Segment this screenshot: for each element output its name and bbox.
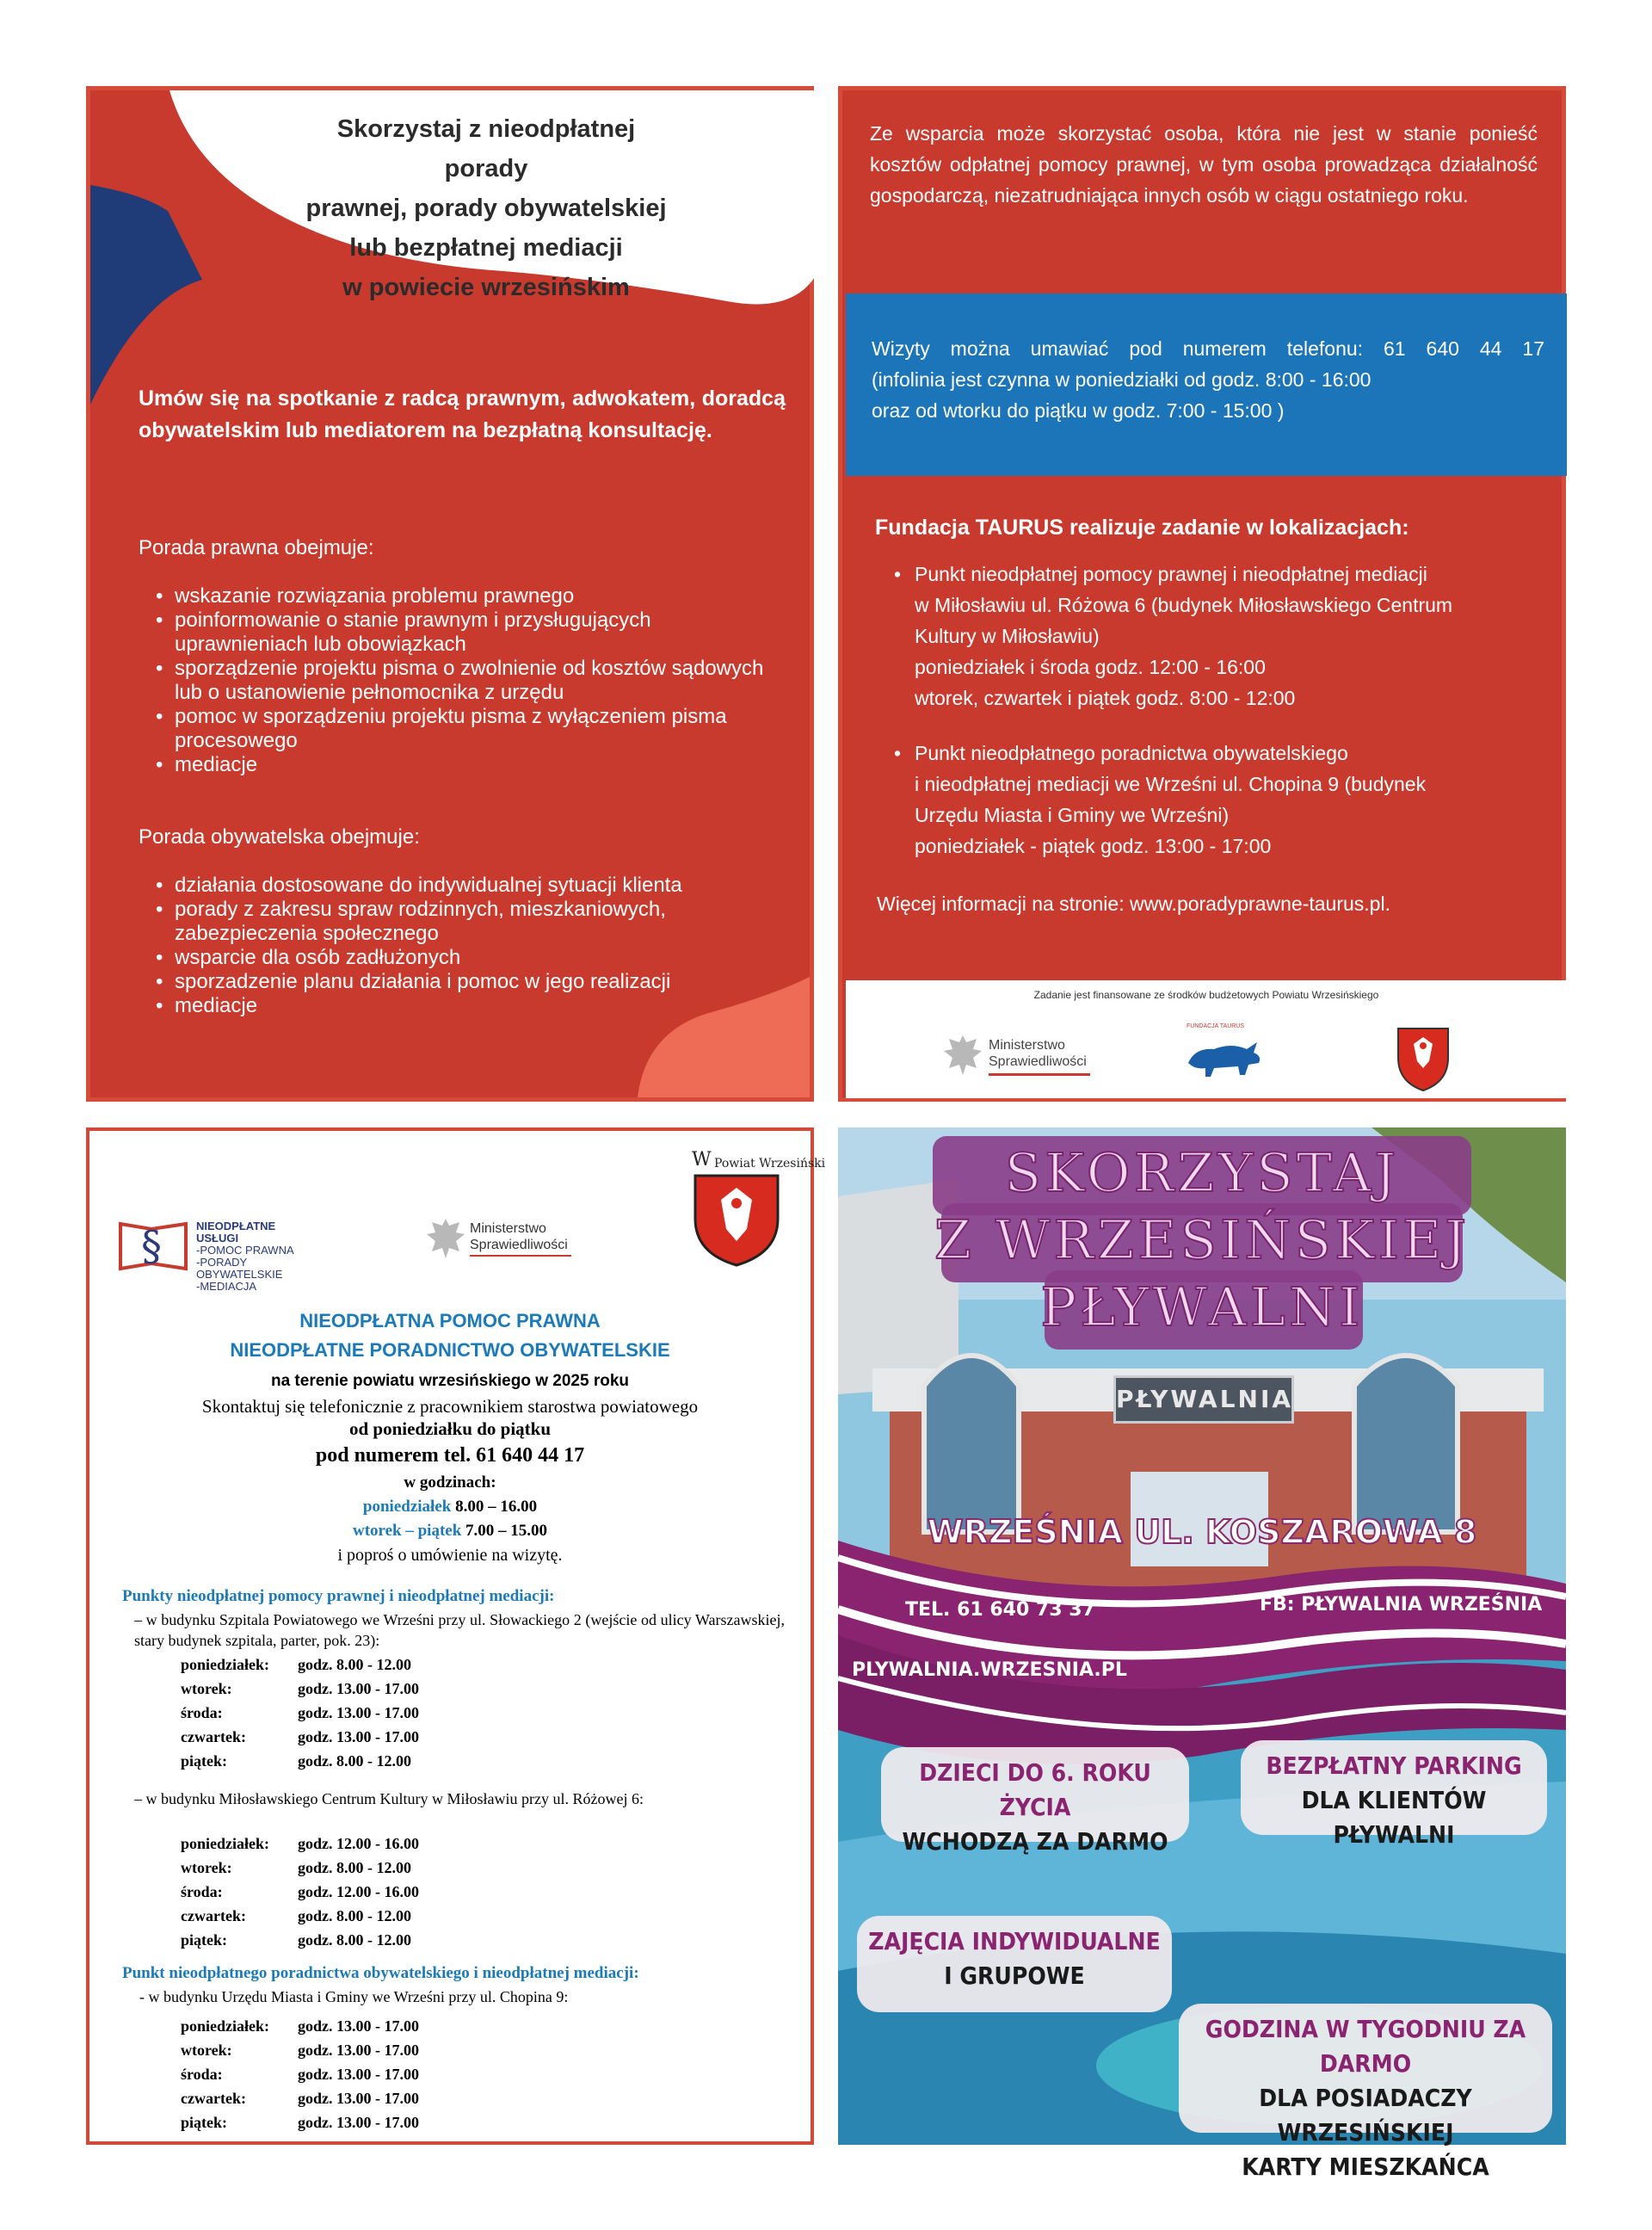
ministry-line: Sprawiedliwości (470, 1238, 568, 1252)
list-item: • porady z zakresu spraw rodzinnych, mieszkaniowych, zabezpieczenia społecznego (139, 898, 775, 946)
list-item: • mediacje (139, 994, 775, 1018)
civic-list (139, 874, 775, 1018)
hours-day: wtorek – piątek (352, 1522, 462, 1540)
schedule-hours: godz. 8.00 - 12.00 (298, 1656, 411, 1673)
eagle-icon (425, 1215, 466, 1262)
ministry-underline (470, 1255, 571, 1257)
title-line: w powiecie wrzesińskim (342, 274, 630, 301)
ministry-name (989, 1037, 1087, 1070)
civic-heading: Porada obywatelska obejmuje: (139, 825, 420, 849)
ministry-underline (989, 1073, 1090, 1076)
hours-day: poniedziałek (362, 1498, 452, 1516)
list-item: • wskazanie rozwiązania problemu prawnego (139, 584, 775, 608)
schedule-day: środa: (181, 1883, 223, 1900)
free-services-text (196, 1220, 315, 1293)
pool-phone: TEL. 61 640 73 37 (905, 1599, 1095, 1621)
location-line: • Punkt nieodpłatnej pomocy prawnej i nieodpłatnej mediacji (877, 559, 1548, 590)
schedule-day: czwartek: (181, 2090, 246, 2107)
schedule-hours: godz. 13.00 - 17.00 (298, 2017, 419, 2035)
panel-title (297, 109, 675, 307)
schedule-row (181, 1904, 419, 1928)
eligibility-text: Ze wsparcia może skorzystać osoba, która nie jest w stanie ponieść kosztów odpłatnej pomocy prawnej, w tym osoba prowadząca działalność gospodarczą, niezatrudniająca innych osób w ciągu ostatniego roku. (870, 122, 1538, 207)
schedule-row (181, 1832, 419, 1856)
subheading-year: na terenie powiatu wrzesińskiego w 2025 roku (270, 1372, 630, 1390)
intro-text: Umów się na spotkanie z radcą prawnym, adwokatem, doradcą obywatelskim lub mediatorem na bezpłatną konsultację. (139, 386, 786, 442)
bubble-line: I GRUPOWE (944, 1961, 1085, 1990)
legal-heading: Porada prawna obejmuje: (139, 536, 374, 559)
bubble-line: WCHODZĄ ZA DARMO (902, 1827, 1168, 1856)
hours-label: w godzinach: (404, 1473, 496, 1492)
location-line: Urzędu Miasta i Gminy we Wrześni) (915, 804, 1230, 826)
schedule-row (181, 1749, 419, 1773)
schedule-city-hall (181, 2014, 419, 2134)
foundation-logo-text: FUNDACJA TAURUS (1187, 1023, 1245, 1029)
schedule-row (181, 1856, 419, 1880)
phone-line: Wizyty można umawiać pod numerem telefonu: 61 640 44 17 (872, 337, 1544, 360)
heading-civic-counseling: NIEODPŁATNE PORADNICTWO OBYWATELSKIE (230, 1339, 670, 1361)
points-legal-heading: Punkty nieodpłatnej pomocy prawnej i nieodpłatnej mediacji: (122, 1587, 555, 1605)
ministry-name (470, 1220, 568, 1253)
schedule-hours: godz. 13.00 - 17.00 (298, 2090, 419, 2107)
pool-facebook: FB: PŁYWALNIA WRZEŚNIA (1260, 1594, 1543, 1615)
svg-text:§: § (141, 1222, 162, 1270)
point-culture-center: – w budynku Miłosławskiego Centrum Kultury w Miłosławiu przy ul. Różowej 6: (134, 1790, 644, 1807)
schedule-row (181, 1701, 419, 1725)
location-wrzesnia (877, 738, 1548, 862)
schedule-row (181, 2014, 419, 2038)
bull-logo-icon (1180, 1030, 1266, 1082)
pool-address: WRZEŚNIA UL. KOSZAROWA 8 (927, 1513, 1477, 1551)
schedule-hours: godz. 8.00 - 12.00 (298, 1859, 411, 1876)
logo-line: NIEODPŁATNE USŁUGI (196, 1220, 276, 1245)
bubble-line: KARTY MIESZKAŃCA (1242, 2153, 1489, 2181)
location-line: wtorek, czwartek i piątek godz. 8:00 - 12:00 (915, 687, 1296, 709)
schedule-hours: godz. 13.00 - 17.00 (298, 2114, 419, 2131)
schedule-hours: godz. 13.00 - 17.00 (298, 2066, 419, 2083)
point-city-hall: - w budynku Urzędu Miasta i Gminy we Wrześni przy ul. Chopina 9: (139, 1988, 569, 2005)
info-bubble-resident-card (1179, 2004, 1552, 2181)
schedule-hours: godz. 8.00 - 12.00 (298, 1907, 411, 1924)
location-line: Kultury w Miłosławiu) (915, 625, 1100, 647)
schedule-day: piątek: (181, 1752, 227, 1770)
phone-line: (infolinia jest czynna w poniedziałki od godz. 8:00 - 16:00 (872, 368, 1372, 391)
hours-monday (89, 1498, 811, 1517)
schedule-row (181, 2038, 419, 2062)
schedule-day: wtorek: (181, 1859, 232, 1876)
county-crest-icon (1393, 1013, 1453, 1092)
list-item: • sporządzenie projektu pisma o zwolnienie od kosztów sądowych lub o ustanowienie pełnomocnika z urzędu (139, 657, 775, 705)
ministry-line: Ministerstwo (470, 1221, 546, 1236)
points-civic-heading: Punkt nieodpłatnego poradnictwa obywatelskiego i nieodpłatnej mediacji: (122, 1964, 639, 1982)
ministry-line: Sprawiedliwości (989, 1054, 1087, 1069)
schedule-row (181, 1725, 419, 1749)
list-item: • mediacje (139, 753, 775, 777)
free-services-logo (117, 1215, 315, 1293)
schedule-hours: godz. 12.00 - 16.00 (298, 1835, 419, 1852)
location-line: • Punkt nieodpłatnego poradnictwa obywatelskiego (877, 738, 1548, 769)
phone-number: pod numerem tel. 61 640 44 17 (315, 1444, 585, 1467)
title-line: prawnej, porady obywatelskiej (305, 195, 667, 222)
title-line: lub bezpłatnej mediacji (349, 234, 623, 262)
schedule-day: czwartek: (181, 1728, 246, 1745)
legal-aid-info-panel (86, 86, 814, 1102)
logo-line: -POMOC PRAWNA (196, 1244, 294, 1257)
weekdays-text: od poniedziałku do piątku (348, 1418, 551, 1439)
schedule-day: środa: (181, 1704, 223, 1721)
heading-legal-aid: NIEODPŁATNA POMOC PRAWNA (299, 1310, 601, 1331)
schedule-hospital (181, 1652, 419, 1773)
schedule-row (181, 2086, 419, 2110)
schedule-hours: godz. 13.00 - 17.00 (298, 1680, 419, 1697)
ad-title-line: PŁYWALNI (1040, 1276, 1364, 1338)
bubble-line: BEZPŁATNY PARKING (1266, 1751, 1522, 1780)
hours-time: 7.00 – 15.00 (465, 1522, 548, 1540)
phone-line: oraz od wtorku do piątku w godz. 7:00 - 15:00 ) (872, 399, 1285, 422)
info-bubble-children (881, 1747, 1189, 1856)
location-line: poniedziałek - piątek godz. 13:00 - 17:00 (915, 835, 1272, 857)
eligibility-panel (838, 86, 1566, 1102)
sponsor-strip (846, 980, 1567, 1098)
blue-wave-shape (90, 185, 228, 409)
hours-tue-fri (89, 1522, 811, 1541)
ad-title-line: Z WRZESIŃSKIEJ (934, 1208, 1470, 1271)
list-item: • poinformowanie o stanie prawnym i przysługujących uprawnieniach lub obowiązkach (139, 608, 775, 657)
ministry-line: Ministerstwo (989, 1038, 1065, 1053)
schedule-day: wtorek: (181, 1680, 232, 1697)
schedule-row (181, 1928, 419, 1952)
bubble-line: ZAJĘCIA INDYWIDUALNE (868, 1927, 1161, 1955)
ministry-logo (425, 1215, 597, 1276)
point-hospital: – w budynku Szpitala Powiatowego we Wrześni przy ul. Słowackiego 2 (wejście od ulicy Warszawskiej, stary budynek szpitala, parter, pok. 23): (134, 1611, 785, 1649)
county-schedule-panel (86, 1127, 826, 2145)
location-milosław (877, 559, 1548, 713)
schedule-hours: godz. 12.00 - 16.00 (298, 1883, 419, 1900)
schedule-hours: godz. 13.00 - 17.00 (298, 2042, 419, 2059)
info-bubble-parking (1241, 1740, 1547, 1849)
schedule-hours: godz. 13.00 - 17.00 (298, 1728, 419, 1745)
ask-text: i poproś o umówienie na wizytę. (337, 1546, 563, 1565)
schedule-hours: godz. 13.00 - 17.00 (298, 1704, 419, 1721)
hours-time: 8.00 – 16.00 (455, 1498, 538, 1516)
schedule-row (181, 1677, 419, 1701)
title-line: Skorzystaj z nieodpłatnej porady (336, 115, 636, 182)
location-line: poniedziałek i środa godz. 12:00 - 16:00 (915, 656, 1266, 678)
pool-sign: PŁYWALNIA (1113, 1375, 1294, 1424)
bubble-line: GODZINA W TYGODNIU ZA DARMO (1205, 2015, 1526, 2078)
location-line: i nieodpłatnej mediacji we Wrześni ul. Chopina 9 (budynek (915, 773, 1427, 795)
paragraph-book-icon (117, 1215, 189, 1276)
phone-info-text (872, 333, 1544, 426)
ad-title-line: SKORZYSTAJ (1004, 1141, 1400, 1204)
logo-line: -PORADY OBYWATELSKIE (196, 1256, 283, 1281)
legal-list (139, 584, 775, 777)
contact-text: Skontaktuj się telefonicznie z pracownikiem starostwa powiatowego (201, 1396, 699, 1417)
phone-info-box (846, 293, 1567, 476)
schedule-culture-center (181, 1832, 419, 1952)
bubble-line: DLA KLIENTÓW PŁYWALNI (1301, 1786, 1487, 1849)
schedule-hours: godz. 8.00 - 12.00 (298, 1931, 411, 1949)
more-info-link[interactable]: Więcej informacji na stronie: www.poradyprawne-taurus.pl. (877, 893, 1390, 915)
schedule-row (181, 1880, 419, 1904)
list-item: • pomoc w sporządzeniu projektu pisma z wyłączeniem pisma procesowego (139, 705, 775, 753)
schedule-day: czwartek: (181, 1907, 246, 1924)
schedule-row (181, 1652, 419, 1677)
info-bubble-classes (857, 1916, 1172, 2012)
schedule-day: wtorek: (181, 2042, 232, 2059)
schedule-day: poniedziałek: (181, 1656, 270, 1673)
logo-line: -MEDIACJA (196, 1280, 257, 1293)
list-item: • wsparcie dla osób zadłużonych (139, 946, 775, 970)
schedule-day: poniedziałek: (181, 2017, 270, 2035)
schedule-day: piątek: (181, 2114, 227, 2131)
schedule-day: środa: (181, 2066, 223, 2083)
schedule-row (181, 2110, 419, 2134)
crest-label: Powiat Wrzesiński (714, 1157, 826, 1171)
pool-website-link[interactable]: PLYWALNIA.WRZESNIA.PL (852, 1659, 1127, 1681)
bubble-line: DLA POSIADACZY WRZESIŃSKIEJ (1259, 2084, 1472, 2147)
sponsor-caption: Zadanie jest finansowane ze środków budżetowych Powiatu Wrzesińskiego (1033, 989, 1379, 1001)
swimming-pool-ad (838, 1127, 1566, 2181)
ministry-logo (942, 1032, 1097, 1080)
foundation-heading: Fundacja TAURUS realizuje zadanie w lokalizacjach: (875, 516, 1409, 540)
schedule-day: poniedziałek: (181, 1835, 270, 1852)
schedule-hours: godz. 8.00 - 12.00 (298, 1752, 411, 1770)
bubble-line: DZIECI DO 6. ROKU ŻYCIA (919, 1758, 1151, 1821)
list-item: • sporzadzenie planu działania i pomoc w jego realizacji (139, 970, 775, 994)
schedule-day: piątek: (181, 1931, 227, 1949)
county-crest-icon (688, 1146, 826, 1267)
schedule-row (181, 2062, 419, 2086)
list-item: • działania dostosowane do indywidualnej sytuacji klienta (139, 874, 775, 898)
svg-text:W: W (692, 1149, 712, 1171)
location-line: w Miłosławiu ul. Różowa 6 (budynek Miłosławskiego Centrum (915, 594, 1453, 616)
eagle-icon (942, 1032, 983, 1078)
